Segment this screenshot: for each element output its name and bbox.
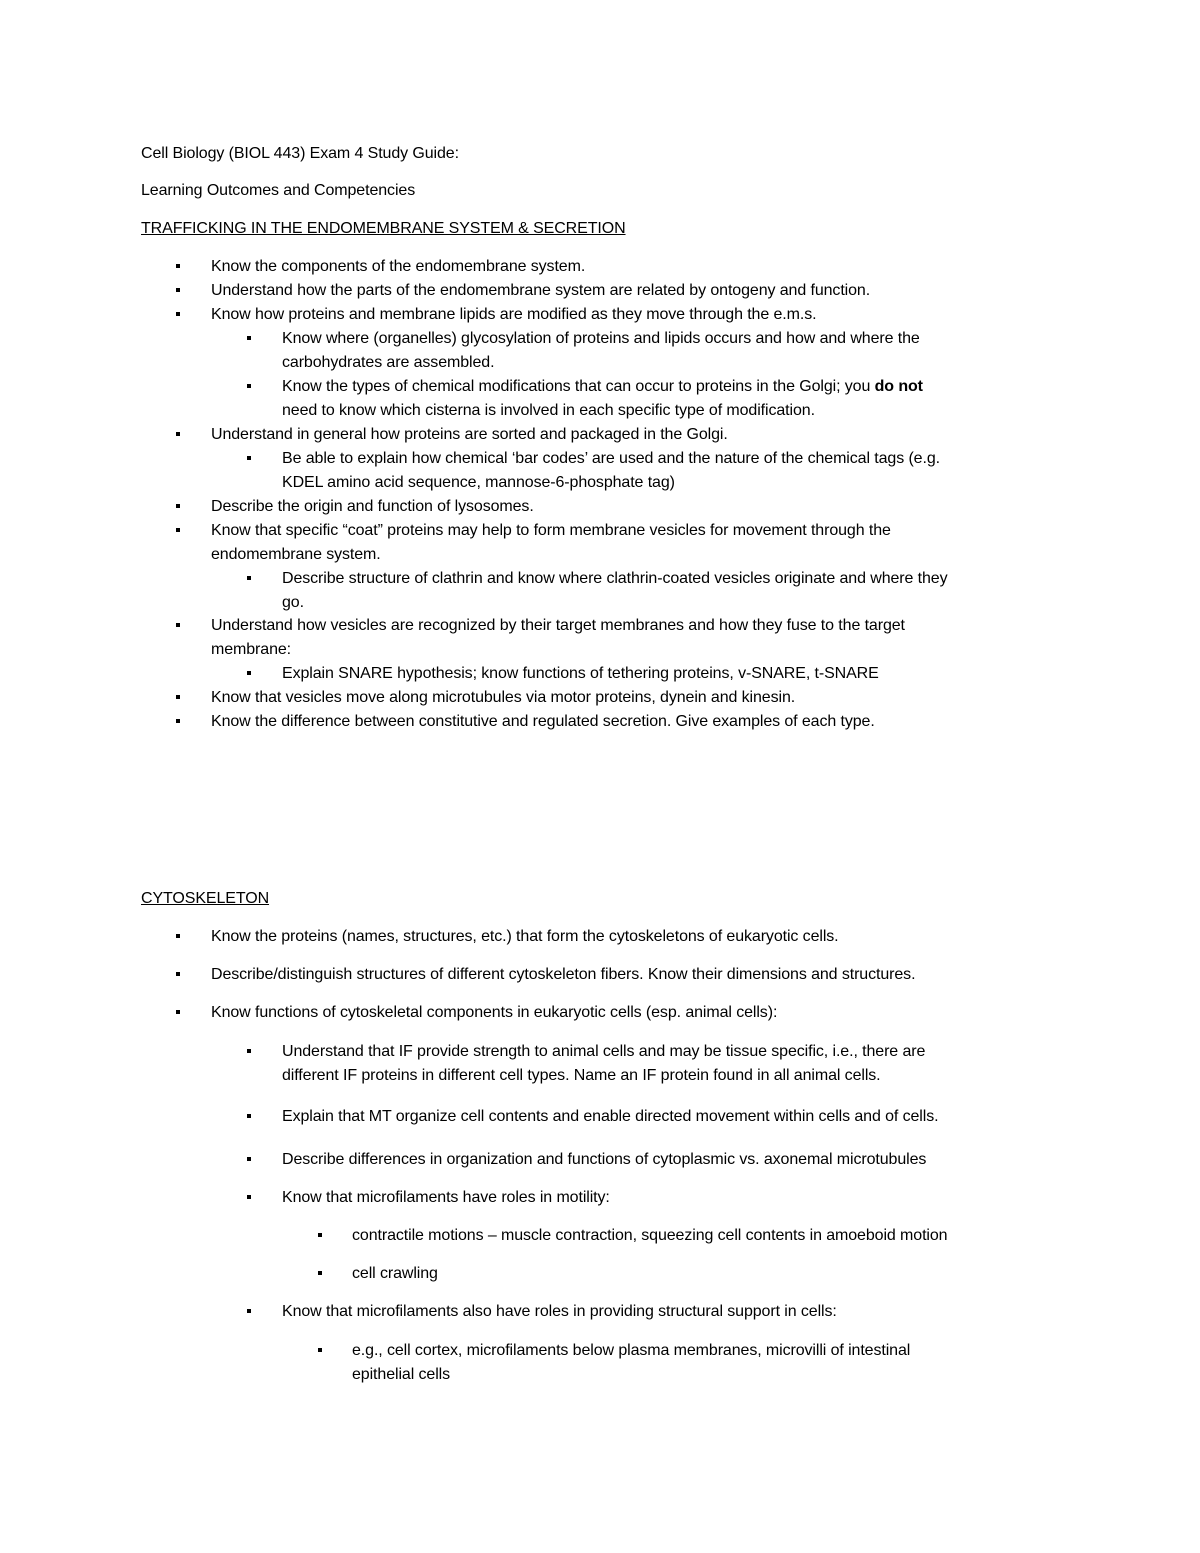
emphasis-do-not: do not <box>874 378 923 395</box>
sub-list-item: Know that microfilaments also have roles in providing structural support in cells: <box>282 1303 837 1320</box>
bullet-marker <box>176 623 180 627</box>
list-item: Know the proteins (names, structures, etc.) that form the cytoskeletons of eukaryotic cells. <box>211 928 839 945</box>
sub-list-item: Describe differences in organization and functions of cytoplasmic vs. axonemal microtubules <box>282 1151 927 1168</box>
bullet-marker <box>176 288 180 292</box>
bullet-marker <box>176 934 180 938</box>
bullet-marker <box>318 1271 322 1275</box>
bullet-marker <box>176 312 180 316</box>
bullet-marker <box>247 384 251 388</box>
bullet-marker <box>247 576 251 580</box>
sub-list-item: Know where (organelles) glycosylation of proteins and lipids occurs and how and where the <box>282 330 920 347</box>
bullet-marker <box>247 671 251 675</box>
bullet-marker <box>176 432 180 436</box>
bullet-marker <box>247 1195 251 1199</box>
bullet-marker <box>176 719 180 723</box>
sub-list-item: Understand that IF provide strength to animal cells and may be tissue specific, i.e., there are <box>282 1043 926 1060</box>
list-item-continuation: membrane: <box>211 641 292 658</box>
list-item: Understand how vesicles are recognized by their target membranes and how they fuse to the target <box>211 617 905 634</box>
bullet-marker <box>176 504 180 508</box>
sub-sub-list-item-continuation: epithelial cells <box>352 1366 451 1383</box>
document-subtitle: Learning Outcomes and Competencies <box>141 182 416 199</box>
bullet-marker <box>176 264 180 268</box>
list-item: Know that specific “coat” proteins may help to form membrane vesicles for movement through the <box>211 522 891 539</box>
list-item: Know how proteins and membrane lipids are modified as they move through the e.m.s. <box>211 306 817 323</box>
sub-list-item: Explain SNARE hypothesis; know functions of tethering proteins, v-SNARE, t-SNARE <box>282 665 879 682</box>
list-item: Know the components of the endomembrane system. <box>211 258 586 275</box>
list-item-continuation: endomembrane system. <box>211 546 381 563</box>
sub-sub-list-item: e.g., cell cortex, microfilaments below plasma membranes, microvilli of intestinal <box>352 1342 911 1359</box>
bullet-marker <box>318 1348 322 1352</box>
section-heading-cytoskeleton: CYTOSKELETON <box>141 890 270 907</box>
bullet-marker <box>247 1114 251 1118</box>
sub-sub-list-item: contractile motions – muscle contraction, squeezing cell contents in amoeboid motion <box>352 1227 948 1244</box>
bullet-marker <box>247 1309 251 1313</box>
bullet-marker <box>176 695 180 699</box>
sub-list-item-continuation: different IF proteins in different cell types. Name an IF protein found in all animal cells. <box>282 1067 881 1084</box>
sub-list-item-continuation: need to know which cisterna is involved in each specific type of modification. <box>282 402 815 419</box>
bullet-marker <box>176 972 180 976</box>
document-title: Cell Biology (BIOL 443) Exam 4 Study Guide: <box>141 145 459 162</box>
bullet-marker <box>176 528 180 532</box>
list-item: Know that vesicles move along microtubules via motor proteins, dynein and kinesin. <box>211 689 796 706</box>
sub-list-item-continuation: KDEL amino acid sequence, mannose-6-phosphate tag) <box>282 474 675 491</box>
sub-list-item: Describe structure of clathrin and know where clathrin-coated vesicles originate and where they <box>282 570 948 587</box>
bullet-marker <box>318 1233 322 1237</box>
sub-sub-list-item: cell crawling <box>352 1265 438 1282</box>
bullet-marker <box>247 1157 251 1161</box>
section-heading-trafficking: TRAFFICKING IN THE ENDOMEMBRANE SYSTEM & SECRETION <box>141 220 626 237</box>
list-item: Understand how the parts of the endomembrane system are related by ontogeny and function. <box>211 282 871 299</box>
list-item: Describe the origin and function of lysosomes. <box>211 498 534 515</box>
list-item: Know the difference between constitutive and regulated secretion. Give examples of each type. <box>211 713 875 730</box>
bullet-marker <box>247 1049 251 1053</box>
sub-list-item: Be able to explain how chemical ‘bar codes’ are used and the nature of the chemical tags (e.g. <box>282 450 940 467</box>
bullet-marker <box>176 1010 180 1014</box>
sub-list-item: Know the types of chemical modifications that can occur to proteins in the Golgi; you do not <box>282 378 923 395</box>
bullet-marker <box>247 336 251 340</box>
sub-list-item: Explain that MT organize cell contents and enable directed movement within cells and of cells. <box>282 1108 939 1125</box>
sub-list-item: Know that microfilaments have roles in motility: <box>282 1189 610 1206</box>
list-item: Understand in general how proteins are sorted and packaged in the Golgi. <box>211 426 728 443</box>
list-item: Know functions of cytoskeletal components in eukaryotic cells (esp. animal cells): <box>211 1004 778 1021</box>
sub-list-item-continuation: go. <box>282 594 304 611</box>
bullet-marker <box>247 456 251 460</box>
sub-list-item-continuation: carbohydrates are assembled. <box>282 354 495 371</box>
list-item: Describe/distinguish structures of different cytoskeleton fibers. Know their dimensions and structures. <box>211 966 916 983</box>
